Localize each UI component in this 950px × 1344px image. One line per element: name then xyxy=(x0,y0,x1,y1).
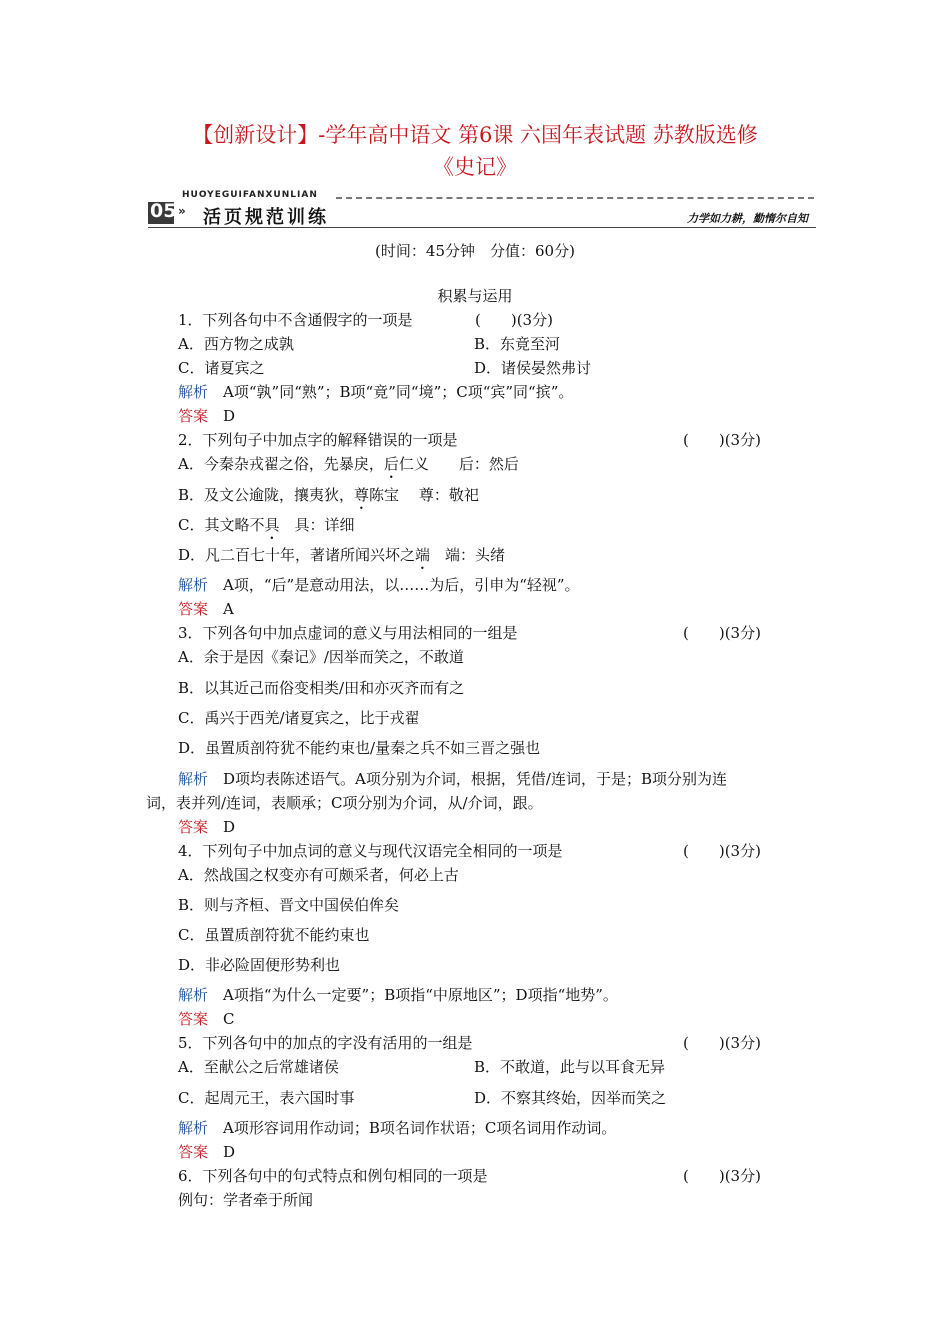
q1-analysis-row xyxy=(178,381,573,403)
q5-score: ( )(3分) xyxy=(683,1034,761,1052)
q1-option-b: B．东竟至河 xyxy=(474,335,561,353)
q3-score: ( )(3分) xyxy=(683,624,761,642)
q2-option-d: D．凡二百七十年，著诸所闻兴坏之端 端：头绪 xyxy=(178,546,506,564)
q1-stem: 1．下列各句中不含通假字的一项是 xyxy=(178,311,413,329)
q1-answer: D xyxy=(223,407,236,425)
q4-answer-row: 答案 C xyxy=(178,1010,235,1028)
q4-analysis: A项指“为什么一定要”；B项指“中原地区”；D项指“地势”。 xyxy=(223,986,618,1004)
banner-heading: 活页规范训练 xyxy=(203,207,329,228)
q2-answer: A xyxy=(223,600,234,618)
q3-analysis-row: 解析 D项均表陈述语气。A项分别为介词，根据，凭借/连词，于是；B项分别为连 xyxy=(178,770,727,788)
answer-label: 答案 xyxy=(178,407,209,425)
q5-option-a: A．至献公之后常雄诸侯 xyxy=(178,1058,339,1076)
chevron-right-icon: » xyxy=(178,204,186,218)
q4-option-a: A．然战国之权变亦有可颇采者，何必上古 xyxy=(178,866,459,884)
q4-stem: 4．下列句子中加点词的意义与现代汉语完全相同的一项是 xyxy=(178,842,563,860)
banner-dashed-line xyxy=(336,197,814,199)
q1-analysis: A项“孰”同“熟”；B项“竟”同“境”；C项“宾”同“摈”。 xyxy=(223,383,574,401)
q3-stem: 3．下列各句中加点虚词的意义与用法相同的一组是 xyxy=(178,624,518,642)
q6-score: ( )(3分) xyxy=(683,1167,761,1185)
q5-analysis-row: 解析 A项形容词用作动词；B项名词作状语；C项名词用作动词。 xyxy=(178,1119,617,1137)
q1-option-a: A．西方物之成孰 xyxy=(178,335,294,353)
q3-answer-row: 答案 D xyxy=(178,818,236,836)
q1-answer-row xyxy=(178,405,235,427)
q5-stem: 5．下列各句中的加点的字没有活用的一组是 xyxy=(178,1034,473,1052)
banner-motto: 力学如力耕，勤惰尔自知 xyxy=(687,212,808,225)
q3-option-a: A．余于是因《秦记》/因举而笑之，不敢道 xyxy=(178,648,464,666)
q4-score: ( )(3分) xyxy=(683,842,761,860)
q2-answer-row: 答案 A xyxy=(178,600,234,618)
q2-score: ( )(3分) xyxy=(683,431,761,449)
q2-analysis: A项，“后”是意动用法，以……为后，引申为“轻视”。 xyxy=(223,576,580,594)
q6-example: 例句：学者牵于所闻 xyxy=(178,1191,314,1209)
q3-analysis-2: 词，表并列/连词，表顺承；C项分别为介词，从/介词，跟。 xyxy=(146,794,543,812)
q1-option-d: D．诸侯晏然弗讨 xyxy=(474,359,592,377)
banner-rule xyxy=(148,227,816,228)
banner-number: 05 xyxy=(150,200,177,222)
time-note: (时间：45分钟 分值：60分) xyxy=(375,242,575,260)
q5-option-d: D．不察其终始，因举而笑之 xyxy=(474,1089,667,1107)
q5-answer: D xyxy=(223,1143,236,1161)
document-title-line-2: 《史记》 xyxy=(433,155,517,179)
q2-option-c: C．其文略不具 具：详细 xyxy=(178,516,355,534)
q4-answer: C xyxy=(223,1010,235,1028)
section-banner xyxy=(148,190,816,232)
q2-analysis-row: 解析 A项，“后”是意动用法，以……为后，引申为“轻视”。 xyxy=(178,576,580,594)
banner-pinyin: HUOYEGUIFANXUNLIAN xyxy=(182,190,318,200)
q5-option-c: C．起周元王，表六国时事 xyxy=(178,1089,355,1107)
section-heading: 积累与运用 xyxy=(437,287,513,305)
q1-option-c: C．诸夏宾之 xyxy=(178,359,265,377)
q4-option-b: B．则与齐桓、晋文中国侯伯侔矣 xyxy=(178,896,400,914)
document-title-line-1: 【创新设计】-学年高中语文 第6课 六国年表试题 苏教版选修 xyxy=(192,123,758,147)
q2-option-a: A．今秦杂戎翟之俗，先暴戾，后仁义 后：然后 xyxy=(178,455,519,473)
q2-option-b: B．及文公逾陇，攘夷狄，尊陈宝 尊：敬祀 xyxy=(178,486,479,504)
q5-analysis: A项形容词用作动词；B项名词作状语；C项名词用作动词。 xyxy=(223,1119,617,1137)
analysis-label: 解析 xyxy=(178,383,209,401)
q5-option-b: B．不敢道，此与以耳食无异 xyxy=(474,1058,666,1076)
q3-analysis-1: D项均表陈述语气。A项分别为介词，根据，凭借/连词，于是；B项分别为连 xyxy=(223,770,727,788)
q3-option-b: B．以其近己而俗变相类/田和亦灭齐而有之 xyxy=(178,679,465,697)
q2-stem: 2．下列句子中加点字的解释错误的一项是 xyxy=(178,431,458,449)
q4-option-c: C．虽置质剖符犹不能约束也 xyxy=(178,926,370,944)
q3-option-c: C．禹兴于西羌/诸夏宾之，比于戎翟 xyxy=(178,709,420,727)
q5-answer-row: 答案 D xyxy=(178,1143,236,1161)
q4-option-d: D．非必险固便形势利也 xyxy=(178,956,341,974)
q4-analysis-row: 解析 A项指“为什么一定要”；B项指“中原地区”；D项指“地势”。 xyxy=(178,986,618,1004)
q6-stem: 6．下列各句中的句式特点和例句相同的一项是 xyxy=(178,1167,488,1185)
q3-answer: D xyxy=(223,818,236,836)
q1-score: ( )(3分) xyxy=(475,311,553,329)
q3-option-d: D．虽置质剖符犹不能约束也/量秦之兵不如三晋之强也 xyxy=(178,739,541,757)
